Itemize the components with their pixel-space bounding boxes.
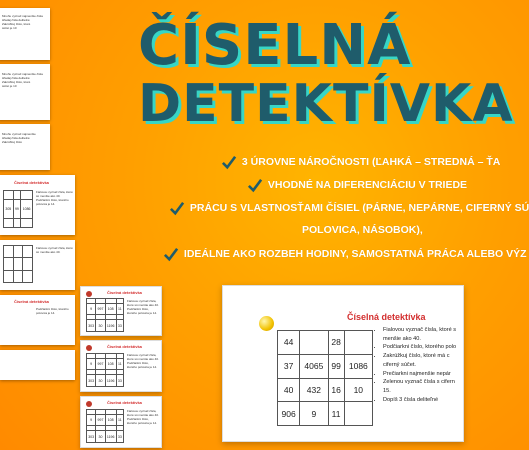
grid-cell [13, 270, 23, 282]
grid-cell [13, 191, 21, 200]
card-title: Číselná detektívka [14, 180, 49, 185]
grid-cell: 4065 [300, 354, 328, 378]
worksheet-preview-3: Mnohu vyznač najmenšie Hľadaj čísla delitelné Zakrúžkuj číslo [0, 124, 50, 170]
worksheet-preview-2: Mnohu vyznač najmenšie čísla Hľadaj čísla delitelné Zakrúžkuj číslo, ktoré súčet je 10 [0, 64, 50, 120]
feature-item: PRÁCU S VLASTNOSŤAMI ČÍSIEL (PÁRNE, NEPÁRNE, CIFERNÝ SÚ [170, 201, 529, 215]
grid-cell: 1196 [105, 320, 116, 332]
grid-cell: 11 [116, 303, 123, 315]
grid-cell: 906 [278, 402, 300, 426]
number-grid [86, 298, 124, 332]
grid-row [4, 219, 33, 228]
grid-cell: 37 [278, 354, 300, 378]
grid-cell: 11 [116, 358, 123, 370]
grid-cell: 1086 [344, 354, 372, 378]
grid-row [87, 414, 124, 426]
grid-row [4, 246, 33, 258]
grid-cell: 108 [105, 358, 116, 370]
grid-cell: 9 [300, 402, 328, 426]
clue-item: • Fialovou vyznač čísla, ktoré s [383, 326, 473, 335]
title-line-2: DETEKTÍVKA [138, 74, 514, 134]
clue-item: • Zelenou vyznač čísla s cifern [383, 378, 473, 387]
grid-cell: 305 [4, 199, 14, 219]
grid-cell: 1196 [105, 431, 116, 443]
grid-cell: 30 [96, 431, 105, 443]
grid-row [87, 358, 124, 370]
card-title: Číselná detektívka [14, 299, 49, 304]
grid-cell: 432 [300, 378, 328, 402]
grid-cell: 40 [278, 378, 300, 402]
grid-cell: 303 [87, 431, 96, 443]
ball-icon [86, 345, 92, 351]
grid-cell: 44 [278, 331, 300, 355]
number-grid [86, 409, 124, 443]
clue-item: • Prečiarkni najmenšie nepár [383, 370, 473, 379]
card-title: Číselná detektívka [347, 312, 426, 322]
grid-row [87, 375, 124, 387]
grid-cell [344, 331, 372, 355]
grid-row [4, 191, 33, 200]
grid-cell: 99 [13, 199, 21, 219]
grid-cell [4, 219, 14, 228]
grid-cell: 303 [87, 375, 96, 387]
grid-cell: 108 [105, 414, 116, 426]
number-grid [3, 190, 33, 228]
grid-row [278, 354, 373, 378]
ball-icon [86, 401, 92, 407]
check-icon [170, 201, 184, 215]
worksheet-card-left-3: Číselná detektívka Podčiarkni číslo, ktorého polovica je 14. [0, 295, 75, 345]
clue-item: • Podčiarkni číslo, ktorého polo [383, 343, 473, 352]
number-grid [277, 330, 373, 426]
grid-row [4, 258, 33, 270]
grid-cell: 99 [328, 354, 344, 378]
grid-cell: 11 [328, 402, 344, 426]
clue-item: ciferný súčet. [383, 361, 416, 368]
grid-cell [23, 258, 33, 270]
grid-cell: 997 [96, 358, 105, 370]
feature-item: 3 ÚROVNE NÁROČNOSTI (ĽAHKÁ – STREDNÁ – ŤA [222, 155, 500, 169]
grid-cell [13, 219, 21, 228]
grid-cell: 30 [96, 320, 105, 332]
clue-list [371, 326, 473, 404]
feature-item: VHODNÉ NA DIFERENCIÁCIU V TRIEDE [248, 178, 467, 192]
grid-cell: 108 [105, 303, 116, 315]
worksheet-small-card-1: Číselná detektívka 9 997 108 11 303 30 1196 33 Fialovou vyznač čísla, ktoré sú menšie ako 40. Podčiarkni číslo, ktorého polovica je 14. [80, 286, 162, 336]
grid-row [87, 431, 124, 443]
grid-cell [4, 270, 14, 282]
grid-cell: 1196 [105, 375, 116, 387]
grid-cell: 30 [96, 375, 105, 387]
title-line-1: ČÍSELNÁ [138, 13, 412, 78]
number-grid [86, 353, 124, 387]
clue-item: 15. [383, 387, 391, 394]
worksheet-preview-1: Mnohu vyznač najmenšie čísla Hľadaj čísla delitelné Zakrúžkuj číslo, ktoré súčet je 10 [0, 8, 50, 60]
grid-cell: 9 [87, 414, 96, 426]
worksheet-small-card-2: Číselná detektívka 9 997 108 11 303 30 1196 33 Fialovou vyznač čísla, ktoré sú menšie ako 40. Podčiarkni číslo, ktorého polovica je 14. [80, 340, 162, 392]
worksheet-card-main [222, 285, 464, 442]
feature-item-continued: POLOVICA, NÁSOBOK), [302, 224, 423, 236]
grid-cell: 28 [328, 331, 344, 355]
card-title: Číselná detektívka [107, 400, 142, 405]
grid-cell: 33 [116, 375, 123, 387]
clue-item: menšie ako 40. [383, 335, 421, 342]
grid-cell [23, 246, 33, 258]
grid-row [278, 378, 373, 402]
grid-row [278, 402, 373, 426]
grid-cell [21, 191, 33, 200]
worksheet-card-left-4 [0, 350, 75, 380]
check-icon [248, 178, 262, 192]
grid-cell [13, 246, 23, 258]
grid-cell: 9 [87, 303, 96, 315]
grid-cell: 303 [87, 320, 96, 332]
worksheet-card-left-1: Číselná detektívka 305 99 1086 Fialovou vyznač čísla, ktoré sú menšie ako 40. Podčiarkni číslo, ktorého polovica je 14. [0, 175, 75, 235]
grid-cell [4, 258, 14, 270]
grid-cell [4, 246, 14, 258]
grid-cell: 33 [116, 431, 123, 443]
feature-item: IDEÁLNE AKO ROZBEH HODINY, SAMOSTATNÁ PRÁCA ALEBO VÝZ [164, 247, 527, 261]
grid-cell [300, 331, 328, 355]
ball-icon [259, 316, 274, 331]
grid-cell: 33 [116, 320, 123, 332]
ball-icon [86, 291, 92, 297]
card-title: Číselná detektívka [107, 344, 142, 349]
grid-cell: 11 [116, 414, 123, 426]
grid-row [87, 303, 124, 315]
grid-cell: 1086 [21, 199, 33, 219]
card-title: Číselná detektívka [107, 290, 142, 295]
grid-row [4, 270, 33, 282]
grid-cell [344, 402, 372, 426]
worksheet-small-card-3: Číselná detektívka 9 997 108 11 303 30 1196 33 Fialovou vyznač čísla, ktoré sú menšie ako 40. Podčiarkni číslo, ktorého polovica je 14. [80, 396, 162, 448]
grid-row [87, 320, 124, 332]
number-grid [3, 245, 33, 283]
check-icon [222, 155, 236, 169]
check-icon [164, 247, 178, 261]
grid-row [278, 331, 373, 355]
grid-cell [13, 258, 23, 270]
grid-row [4, 199, 33, 219]
grid-cell [4, 191, 14, 200]
grid-cell: 997 [96, 414, 105, 426]
clue-item: • Zakrúžkuj číslo, ktoré má c [383, 352, 473, 361]
grid-cell: 997 [96, 303, 105, 315]
clue-item: • Dopíš 3 čísla deliteľné [383, 396, 473, 405]
grid-cell: 16 [328, 378, 344, 402]
worksheet-card-left-2: Fialovou vyznač čísla, ktoré sú menšie ako 40. [0, 240, 75, 290]
grid-cell: 9 [87, 358, 96, 370]
grid-cell [23, 270, 33, 282]
grid-cell: 10 [344, 378, 372, 402]
page-title [138, 13, 514, 134]
grid-cell [21, 219, 33, 228]
